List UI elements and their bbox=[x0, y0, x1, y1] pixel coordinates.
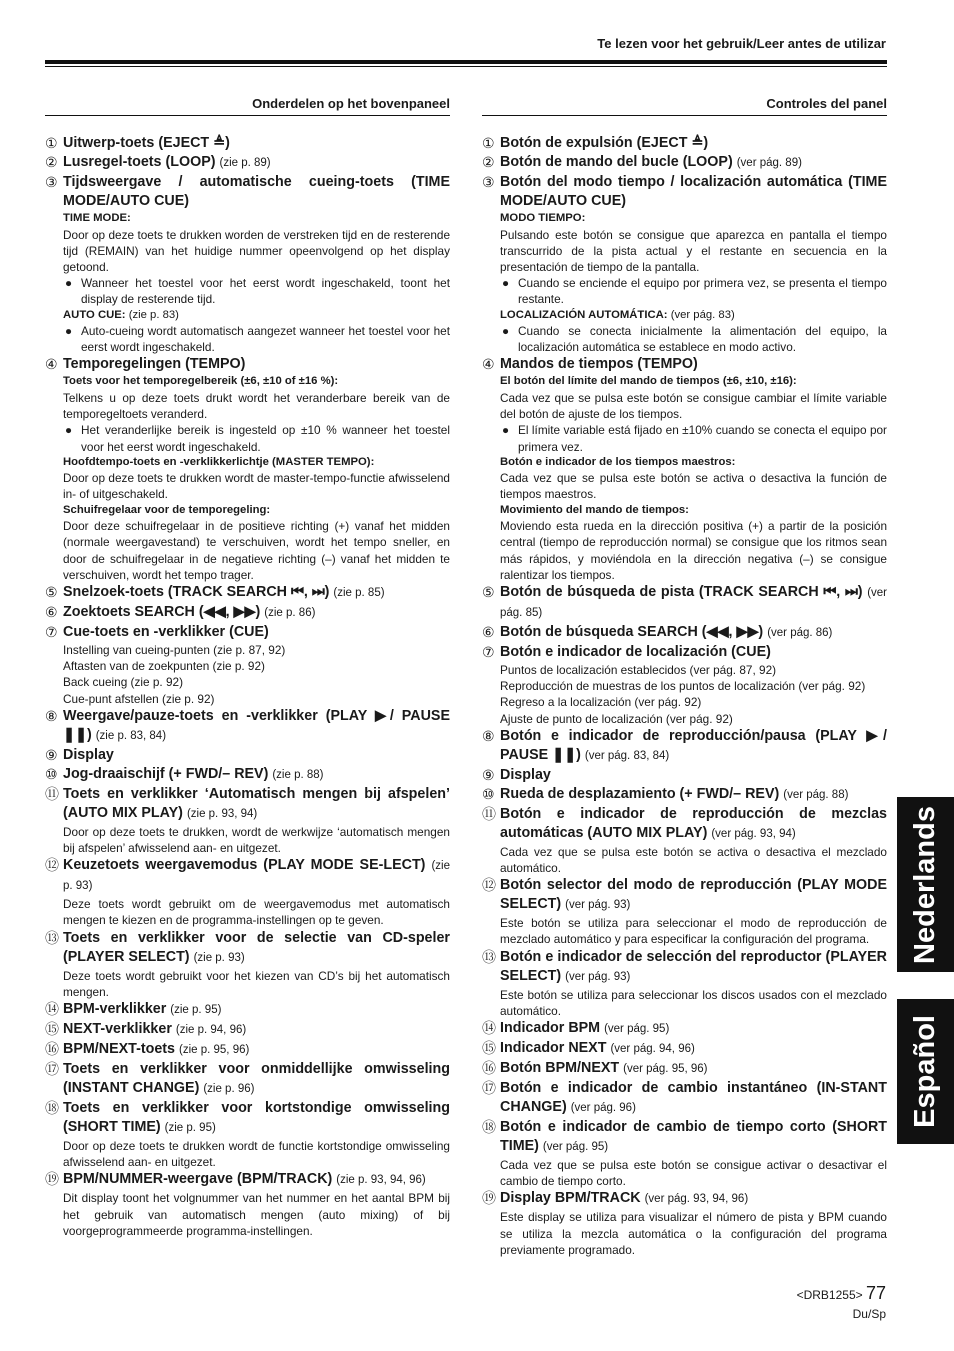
list-item: ⑮ Indicador NEXT (ver pág. 94, 96) bbox=[482, 1039, 695, 1056]
list-item: ③ Botón del modo tiempo / localización automática (TIME MODE/AUTO CUE) bbox=[482, 174, 887, 209]
list-item: ⑧ Weergave/pauze-toets en -verklikker (PLAY ▶/ PAUSE ❚❚) (zie p. 83, 84) bbox=[45, 707, 450, 743]
list-item: ⑨ Display bbox=[45, 746, 114, 763]
list-item: ⑤ Snelzoek-toets (TRACK SEARCH ⏮, ⏭) (zie p. 85) bbox=[45, 583, 385, 600]
list-item: ⑨ Display bbox=[482, 766, 551, 783]
list-item: ⑥ Botón de búsqueda SEARCH (◀◀, ▶▶) (ver pág. 86) bbox=[482, 623, 833, 640]
list-item: ⑫ Botón selector del modo de reproducción (PLAY MODE SELECT) (ver pág. 93) bbox=[482, 877, 887, 913]
list-item: ④ Temporegelingen (TEMPO) bbox=[45, 356, 246, 373]
list-item: ⑦ Botón e indicador de localización (CUE) bbox=[482, 643, 771, 660]
list-item: ⑤ Botón de búsqueda de pista (TRACK SEARCH ⏮, ⏭) (ver pág. 85) bbox=[482, 583, 887, 619]
list-item: ① Botón de expulsión (EJECT ≜) bbox=[482, 135, 709, 151]
list-item: ② Lusregel-toets (LOOP) (zie p. 89) bbox=[45, 154, 271, 170]
language-code: Du/Sp bbox=[852, 1307, 886, 1321]
list-item: ⑬ Toets en verklikker voor de selectie van CD-speler (PLAYER SELECT) (zie p. 93) bbox=[45, 929, 450, 965]
list-item: ① Uitwerp-toets (EJECT ≜) bbox=[45, 135, 230, 151]
list-item: ③ Tijdsweergave / automatische cueing-toets (TIME MODE/AUTO CUE) bbox=[45, 174, 450, 209]
list-item: ⑲ BPM/NUMMER-weergave (BPM/TRACK) (zie p. 93, 94, 96) bbox=[45, 1171, 426, 1188]
list-item: ⑫ Keuzetoets weergavemodus (PLAY MODE SE-LECT) (zie p. 93) bbox=[45, 857, 450, 893]
page-number: 77 bbox=[865, 1283, 886, 1303]
language-tab-espanol: Español bbox=[897, 999, 954, 1144]
list-item: ⑧ Botón e indicador de reproducción/pausa (PLAY ▶/ PAUSE ❚❚) (ver pág. 83, 84) bbox=[482, 727, 887, 763]
list-item: ⑰ Botón e indicador de cambio instantáneo (IN-STANT CHANGE) (ver pág. 96) bbox=[482, 1079, 887, 1115]
language-tab-nederlands: Nederlands bbox=[897, 797, 954, 972]
list-item: ⑮ NEXT-verklikker (zie p. 94, 96) bbox=[45, 1020, 247, 1037]
list-item: ⑰ Toets en verklikker voor onmiddellijke omwisseling (INSTANT CHANGE) (zie p. 96) bbox=[45, 1060, 450, 1096]
header-rule-thick bbox=[45, 60, 887, 64]
list-item: ⑱ Toets en verklikker voor kortstondige omwisseling (SHORT TIME) (zie p. 95) bbox=[45, 1099, 450, 1135]
list-item: ⑬ Botón e indicador de selección del reproductor (PLAYER SELECT) (ver pág. 93) bbox=[482, 948, 887, 984]
list-item: ⑦ Cue-toets en -verklikker (CUE) bbox=[45, 623, 269, 640]
list-item: ⑱ Botón e indicador de cambio de tiempo corto (SHORT TIME) (ver pág. 95) bbox=[482, 1118, 887, 1154]
header-rule-thin bbox=[45, 66, 887, 67]
dutch-column: Onderdelen op het bovenpaneel ① Uitwerp-toets (EJECT ≜) ② Lusregel-toets (LOOP) (zie p. 89) ③ Tijdsweergave / automatische cueing-toets (TIME MODE/AUTO CUE) TIME MODE: Door op deze toets te drukken worden de verstreken tijd en de resterende tijd (REMAIN) van het huidige nummer opeenvolgend op het display getoond. ● Wanneer het toestel voor het eerst wordt ingeschakeld, toont het display de resterende tijd. AUTO CUE: (zie p. 83) ● Auto-cueing wordt automatisch aangezet wanneer het toestel voor het eerst wordt ingeschakeld. ④ Temporegelingen (TEMPO) Toets voor het temporegelbereik (±6, ±10 of ±16 %): Telkens u op deze toets drukt wordt het veranderbare bereik van de temporegeltoets veranderd. ● Het veranderlijke bereik is ingesteld op ±10 % wanneer het toestel voor het eerst wordt ingeschakeld. Hoofdtempo-toets en -verklikkerlichtje (MASTER TEMPO): Door op deze toets te drukken wordt de master-tempo-functie afwisselend in- of uitgeschakeld. Schuifregelaar voor de temporegeling: Door deze schuifregelaar in de positieve richting (+) vanaf het midden (normale weergavestand) te verschuiven, wordt het tempo sneller, en door de schuifregelaar in de negatieve richting (–) vanaf het midden te verschuiven, wordt het tempo trager. ⑤ Snelzoek-toets (TRACK SEARCH ⏮, ⏭) (zie p. 85) ⑥ Zoektoets SEARCH (◀◀, ▶▶) (zie p. 86) ⑦ Cue-toets en -verklikker (CUE) Instelling van cueing-punten (zie p. 87, 92) Aftasten van de zoekpunten (zie p. 92) Back cueing (zie p. 92) Cue-punt afstellen (zie p. 92) ⑧ Weergave/pauze-toets en -verklikker (PLAY ▶/ PAUSE ❚❚) (zie p. 83, 84) ⑨ Display ⑩ Jog-draaischijf (+ FWD/– REV) (zie p. 88) ⑪ Toets en verklikker ‘Automatisch mengen bij afspelen’ (AUTO MIX PLAY) (zie p. 93, 94) Door op deze toets te drukken, wordt de werkwijze ‘automatisch mengen bij afspelen’ afwisselend aan- en uitgezet. ⑫ Keuzetoets weergavemodus (PLAY MODE SE-LECT) (zie p. 93) Deze toets wordt gebruikt om de weergavemodus met automatisch mengen te kiezen en de programma-instellingen op te geven. ⑬ Toets en verklikker voor de selectie van CD-speler (PLAYER SELECT) (zie p. 93) Deze toets wordt gebruikt voor het kiezen van CD’s bij het automatisch mengen. ⑭ BPM-verklikker (zie p. 95) ⑮ NEXT-verklikker (zie p. 94, 96) ⑯ BPM/NEXT-toets (zie p. 95, 96) ⑰ Toets en verklikker voor onmiddellijke omwisseling (INSTANT CHANGE) (zie p. 96) ⑱ Toets en verklikker voor kortstondige omwisseling (SHORT TIME) (zie p. 95) Door op deze toets te drukken wordt de functie kortstondige omwisseling afwisselend aan- en uitgezet. ⑲ BPM/NUMMER-weergave (BPM/TRACK) (zie p. 93, 94, 96) Dit display toont het volgnummer van het nummer en het aantal BPM bij het gebruik van automatisch mengen (auto mixing) of bij voorgeprogrammeerde programma-instellingen. bbox=[45, 96, 450, 1238]
list-item: ⑩ Rueda de desplazamiento (+ FWD/– REV) (ver pág. 88) bbox=[482, 785, 849, 802]
list-item: ⑪ Botón e indicador de reproducción de mezclas automáticas (AUTO MIX PLAY) (ver pág. 93, 94) bbox=[482, 805, 887, 841]
section-title: Controles del panel bbox=[482, 96, 887, 116]
page-footer bbox=[797, 1284, 886, 1324]
list-item: ⑪ Toets en verklikker ‘Automatisch mengen bij afspelen’ (AUTO MIX PLAY) (zie p. 93, 94) bbox=[45, 785, 450, 821]
list-item: ⑭ BPM-verklikker (zie p. 95) bbox=[45, 1000, 222, 1017]
list-item: ⑭ Indicador BPM (ver pág. 95) bbox=[482, 1019, 670, 1036]
list-item: ⑩ Jog-draaischijf (+ FWD/– REV) (zie p. 88) bbox=[45, 765, 324, 782]
list-item: ④ Mandos de tiempos (TEMPO) bbox=[482, 356, 698, 373]
list-item: ⑲ Display BPM/TRACK (ver pág. 93, 94, 96) bbox=[482, 1190, 749, 1207]
running-header: Te lezen voor het gebruik/Leer antes de utilizar bbox=[597, 36, 886, 51]
list-item: ⑯ Botón BPM/NEXT (ver pág. 95, 96) bbox=[482, 1059, 708, 1076]
list-item: ⑯ BPM/NEXT-toets (zie p. 95, 96) bbox=[45, 1040, 250, 1057]
list-item: ⑥ Zoektoets SEARCH (◀◀, ▶▶) (zie p. 86) bbox=[45, 603, 316, 620]
spanish-column: Controles del panel ① Botón de expulsión (EJECT ≜) ② Botón de mando del bucle (LOOP) (ver pág. 89) ③ Botón del modo tiempo / localización automática (TIME MODE/AUTO CUE) MODO TIEMPO: Pulsando este botón se consigue que aparezca en pantalla el tiempo transcurrido de la pista actual y el restante en secuencia en la presentación de tiempo de la pantalla. ● Cuando se enciende el equipo por primera vez, se presenta el tiempo restante. LOCALIZACIÓN AUTOMÁTICA: (ver pág. 83) ● Cuando se conecta inicialmente la alimentación del equipo, la localización automática se establece en modo activo. ④ Mandos de tiempos (TEMPO) El botón del límite del mando de tiempos (±6, ±10, ±16): Cada vez que se pulsa este botón se consigue cambiar el límite variable del botón de ajuste de los tiempos. ● El límite variable está fijado en ±10% cuando se conecta el equipo por primera vez. Botón e indicador de los tiempos maestros: Cada vez que se pulsa este botón se activa o desactiva la función de tiempos maestros. Movimiento del mando de tiempos: Moviendo esta rueda en la dirección positiva (+) a partir de la posición central (tiempo de reproducción normal) se consigue que los ritmos sean más rápidos, y moviéndola en la dirección negativa (–) se consigue ralentizar los tiempos. ⑤ Botón de búsqueda de pista (TRACK SEARCH ⏮, ⏭) (ver pág. 85) ⑥ Botón de búsqueda SEARCH (◀◀, ▶▶) (ver pág. 86) ⑦ Botón e indicador de localización (CUE) Puntos de localización establecidos (ver pág. 87, 92) Reproducción de muestras de los puntos de localización (ver pág. 92) Regreso a la localización (ver pág. 92) Ajuste de punto de localización (ver pág. 92) ⑧ Botón e indicador de reproducción/pausa (PLAY ▶/ PAUSE ❚❚) (ver pág. 83, 84) ⑨ Display ⑩ Rueda de desplazamiento (+ FWD/– REV) (ver pág. 88) ⑪ Botón e indicador de reproducción de mezclas automáticas (AUTO MIX PLAY) (ver pág. 93, 94) Cada vez que se pulsa este botón se activa o desactiva el mezclado automático. ⑫ Botón selector del modo de reproducción (PLAY MODE SELECT) (ver pág. 93) Este botón se utiliza para seleccionar el modo de reproducción de mezclado automático y para especificar la configuración del programa. ⑬ Botón e indicador de selección del reproductor (PLAYER SELECT) (ver pág. 93) Este botón se utiliza para seleccionar los discos usados con el mezclado automático. ⑭ Indicador BPM (ver pág. 95) ⑮ Indicador NEXT (ver pág. 94, 96) ⑯ Botón BPM/NEXT (ver pág. 95, 96) ⑰ Botón e indicador de cambio instantáneo (IN-STANT CHANGE) (ver pág. 96) ⑱ Botón e indicador de cambio de tiempo corto (SHORT TIME) (ver pág. 95) Cada vez que se pulsa este botón se consigue activar o desactivar el cambio de tiempo corto. ⑲ Display BPM/TRACK (ver pág. 93, 94, 96) Este display se utiliza para visualizar el número de pista y BPM cuando se utiliza la mezcla automática o la configuración del programa previamente programado. bbox=[482, 96, 887, 1257]
list-item: ② Botón de mando del bucle (LOOP) (ver pág. 89) bbox=[482, 154, 802, 170]
section-title: Onderdelen op het bovenpaneel bbox=[45, 96, 450, 116]
document-code: <DRB1255> bbox=[796, 1288, 863, 1302]
